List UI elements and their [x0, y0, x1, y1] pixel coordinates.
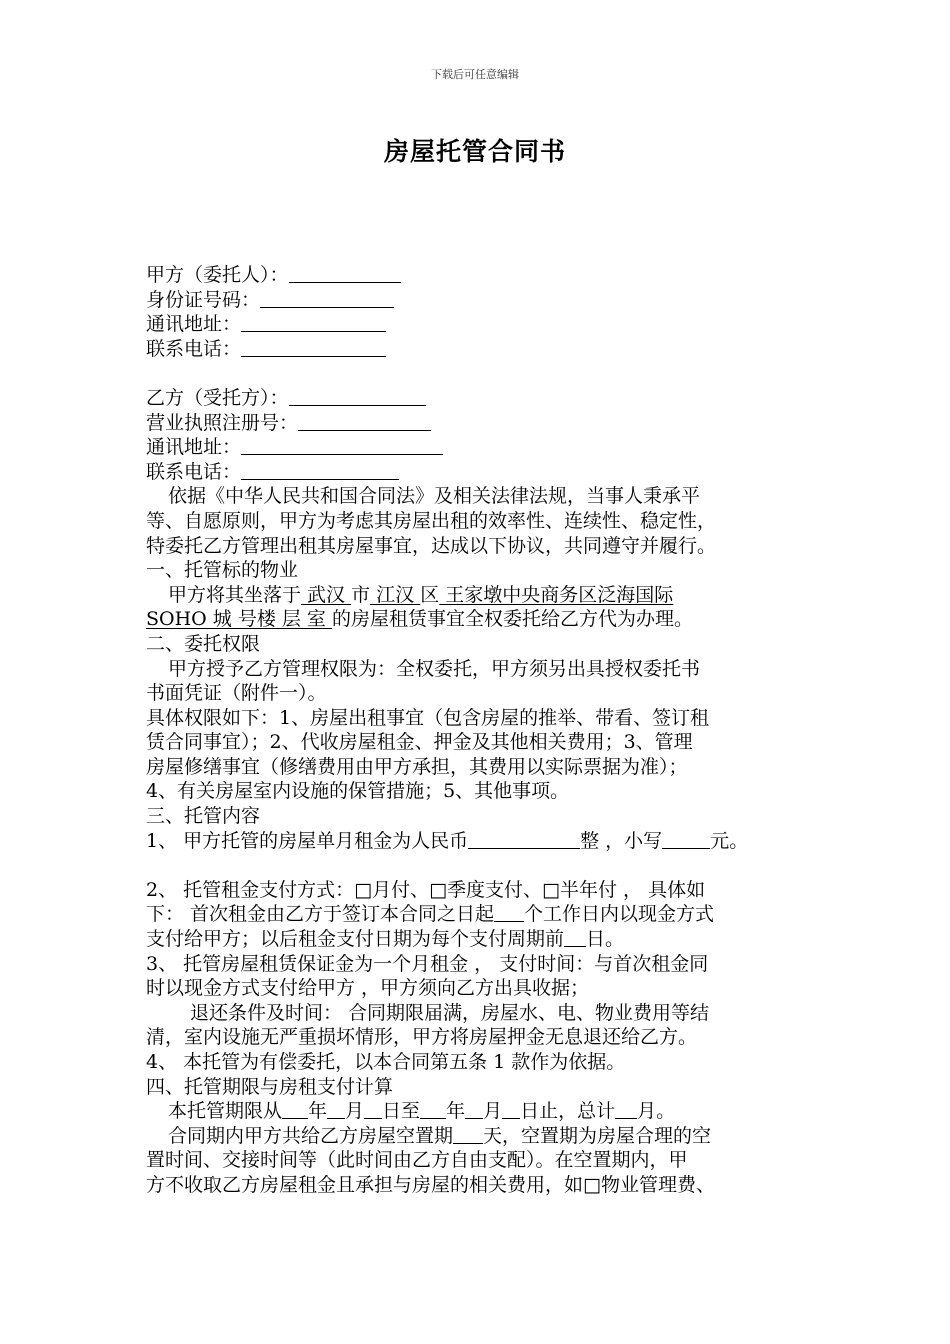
vacancy-line-3: 方不收取乙方房屋租金且承担与房屋的相关费用，如□物业管理费、 [146, 1173, 715, 1196]
section-4-heading: 四、托管期限与房租支付计算 [146, 1075, 394, 1098]
section-2-heading: 二、委托权限 [146, 632, 261, 655]
party-b-phone-label: 联系电话： [146, 460, 242, 483]
year-label-2: 年 [446, 1100, 466, 1123]
vacancy-text-2: 天，空置期为房屋合理的空 [483, 1124, 712, 1147]
end-day-blank[interactable] [502, 1100, 520, 1119]
intro-line-2: 等、自愿原则，甲方为考虑其房屋出租的效率性、连续性、稳定性， [146, 509, 717, 532]
header-note: 下载后可任意编辑 [431, 68, 519, 81]
working-days-blank[interactable] [494, 903, 524, 922]
property-delegation-text: 的房屋租赁事宜全权委托给乙方代为办理。 [331, 608, 693, 631]
city-suffix: 市 [351, 583, 371, 606]
month-label: 月 [345, 1100, 365, 1123]
party-a-address-blank[interactable] [241, 313, 386, 332]
vacancy-line-1 [146, 1124, 822, 1149]
party-b-address-label: 通讯地址： [146, 436, 242, 459]
refund-line-2: 清，室内设施无严重损坏情形，甲方将房屋押金无息退还给乙方。 [146, 1026, 698, 1049]
spacer [146, 853, 822, 878]
section-1-line-1 [146, 583, 822, 608]
section-2-line-5: 房屋修缮事宜（修缮费用由甲方承担，其费用以实际票据为准）； [146, 755, 688, 778]
start-day-blank[interactable] [364, 1100, 382, 1119]
property-district[interactable]: 江汉 [370, 583, 421, 606]
party-b-address-line [146, 435, 822, 460]
section-2-line-1: 甲方授予乙方管理权限为：全权委托，甲方须另出具授权委托书 [168, 657, 701, 680]
party-a-principal-blank[interactable] [289, 264, 401, 283]
party-a-address-line [146, 312, 822, 337]
district-suffix: 区 [420, 583, 440, 606]
section-3-item-2-line-2 [146, 902, 822, 927]
party-a-principal-label: 甲方（委托人）： [146, 264, 289, 286]
vacancy-days-blank[interactable] [453, 1125, 483, 1144]
vacancy-line-2: 置时间、交接时间等（此时间由乙方自由支配）。在空置期内，甲 [146, 1149, 688, 1172]
intro-line-3: 特委托乙方管理出租其房屋事宜，达成以下协议，共同遵守并履行。 [146, 534, 717, 557]
section-3-item-2-line-1: 2、 托管租金支付方式：□月付、□季度支付、□半年付 ， 具体如 [146, 878, 706, 901]
rent-small-label: 整 ，小写 [580, 829, 663, 852]
section-2-line-6: 4、有关房屋室内设施的保管措施；5、其他事项。 [146, 780, 570, 803]
end-month-blank[interactable] [465, 1100, 483, 1119]
total-months-blank[interactable] [615, 1100, 637, 1119]
document-title: 房屋托管合同书 [383, 137, 566, 166]
property-intro: 甲方将其坐落于 [168, 583, 302, 606]
intro-line-1: 依据《中华人民共和国合同法》及相关法律法规，当事人秉承平 [168, 485, 701, 508]
party-a-id-label: 身份证号码： [146, 288, 261, 311]
party-b-phone-blank[interactable] [241, 461, 399, 480]
party-a-principal-line [146, 263, 822, 288]
rent-amount-words-blank[interactable] [468, 830, 580, 849]
months-suffix: 月。 [637, 1100, 676, 1123]
property-city[interactable]: 武汉 [301, 583, 352, 606]
party-b-license-blank[interactable] [298, 412, 431, 431]
start-month-blank[interactable] [327, 1100, 345, 1119]
monthly-rent-label: 1、 甲方托管的房屋单月租金为人民币 [146, 829, 469, 852]
section-3-item-3-line-1: 3、 托管房屋租赁保证金为一个月租金 ， 支付时间：与首次租金同 [146, 952, 709, 975]
vacancy-text: 合同期内甲方共给乙方房屋空置期 [168, 1124, 454, 1147]
property-unit[interactable]: SOHO 城 号楼 层 室 [146, 608, 332, 631]
party-b-agent-line [146, 386, 822, 411]
payment-date-suffix: 日。 [586, 928, 625, 951]
rent-unit: 元。 [710, 829, 749, 852]
month-label-2: 月 [483, 1100, 503, 1123]
section-3-item-1 [146, 829, 822, 854]
party-b-phone-line [146, 460, 822, 485]
party-b-license-line [146, 411, 822, 436]
party-a-id-blank[interactable] [260, 289, 394, 308]
total-label: 日止，总计 [520, 1100, 616, 1123]
contract-body [146, 263, 822, 1198]
section-3-heading: 三、托管内容 [146, 805, 261, 828]
day-to-label: 日至 [382, 1100, 421, 1123]
start-year-blank[interactable] [282, 1100, 308, 1119]
section-2-line-2: 书面凭证（附件一）。 [146, 682, 327, 705]
party-b-agent-label: 乙方（受托方）： [146, 386, 289, 409]
party-b-license-label: 营业执照注册号： [146, 411, 299, 434]
party-a-id-line [146, 288, 822, 313]
section-3-item-2-line-3 [146, 927, 822, 952]
party-a-phone-label: 联系电话： [146, 337, 242, 360]
payment-date-text: 支付给甲方；以后租金支付日期为每个支付周期前 [146, 928, 565, 951]
party-a-phone-blank[interactable] [241, 338, 386, 357]
party-b-address-blank[interactable] [241, 436, 443, 455]
first-payment-text-2: 个工作日内以现金方式 [524, 903, 715, 926]
section-1-line-2 [146, 607, 822, 632]
section-2-line-3: 具体权限如下：1、房屋出租事宜（包含房屋的推举、带看、签订租 [146, 706, 710, 729]
property-place[interactable]: 王家墩中央商务区泛海国际 [439, 583, 674, 606]
party-a-address-label: 通讯地址： [146, 313, 242, 336]
section-1-heading: 一、托管标的物业 [146, 559, 299, 582]
section-3-item-3-line-2: 时以现金方式支付给甲方 ，甲方须向乙方出具收据； [146, 977, 590, 1000]
spacer [146, 361, 822, 386]
rent-amount-number-blank[interactable] [662, 830, 710, 849]
end-year-blank[interactable] [420, 1100, 446, 1119]
section-2-line-4: 赁合同事宜）；2、代收房屋租金、押金及其他相关费用；3、管理 [146, 731, 693, 754]
party-a-phone-line [146, 337, 822, 362]
first-payment-text: 下： 首次租金由乙方于签订本合同之日起 [146, 903, 495, 926]
payment-days-blank[interactable] [564, 928, 586, 947]
year-label: 年 [308, 1100, 328, 1123]
term-from: 本托管期限从 [168, 1100, 283, 1123]
refund-line-1: 退还条件及时间： 合同期限届满，房屋水、电、物业费用等结 [190, 1001, 710, 1024]
party-b-agent-blank[interactable] [289, 387, 426, 406]
section-3-item-4: 4、 本托管为有偿委托，以本合同第五条 1 款作为依据。 [146, 1051, 626, 1073]
term-line [146, 1099, 822, 1124]
